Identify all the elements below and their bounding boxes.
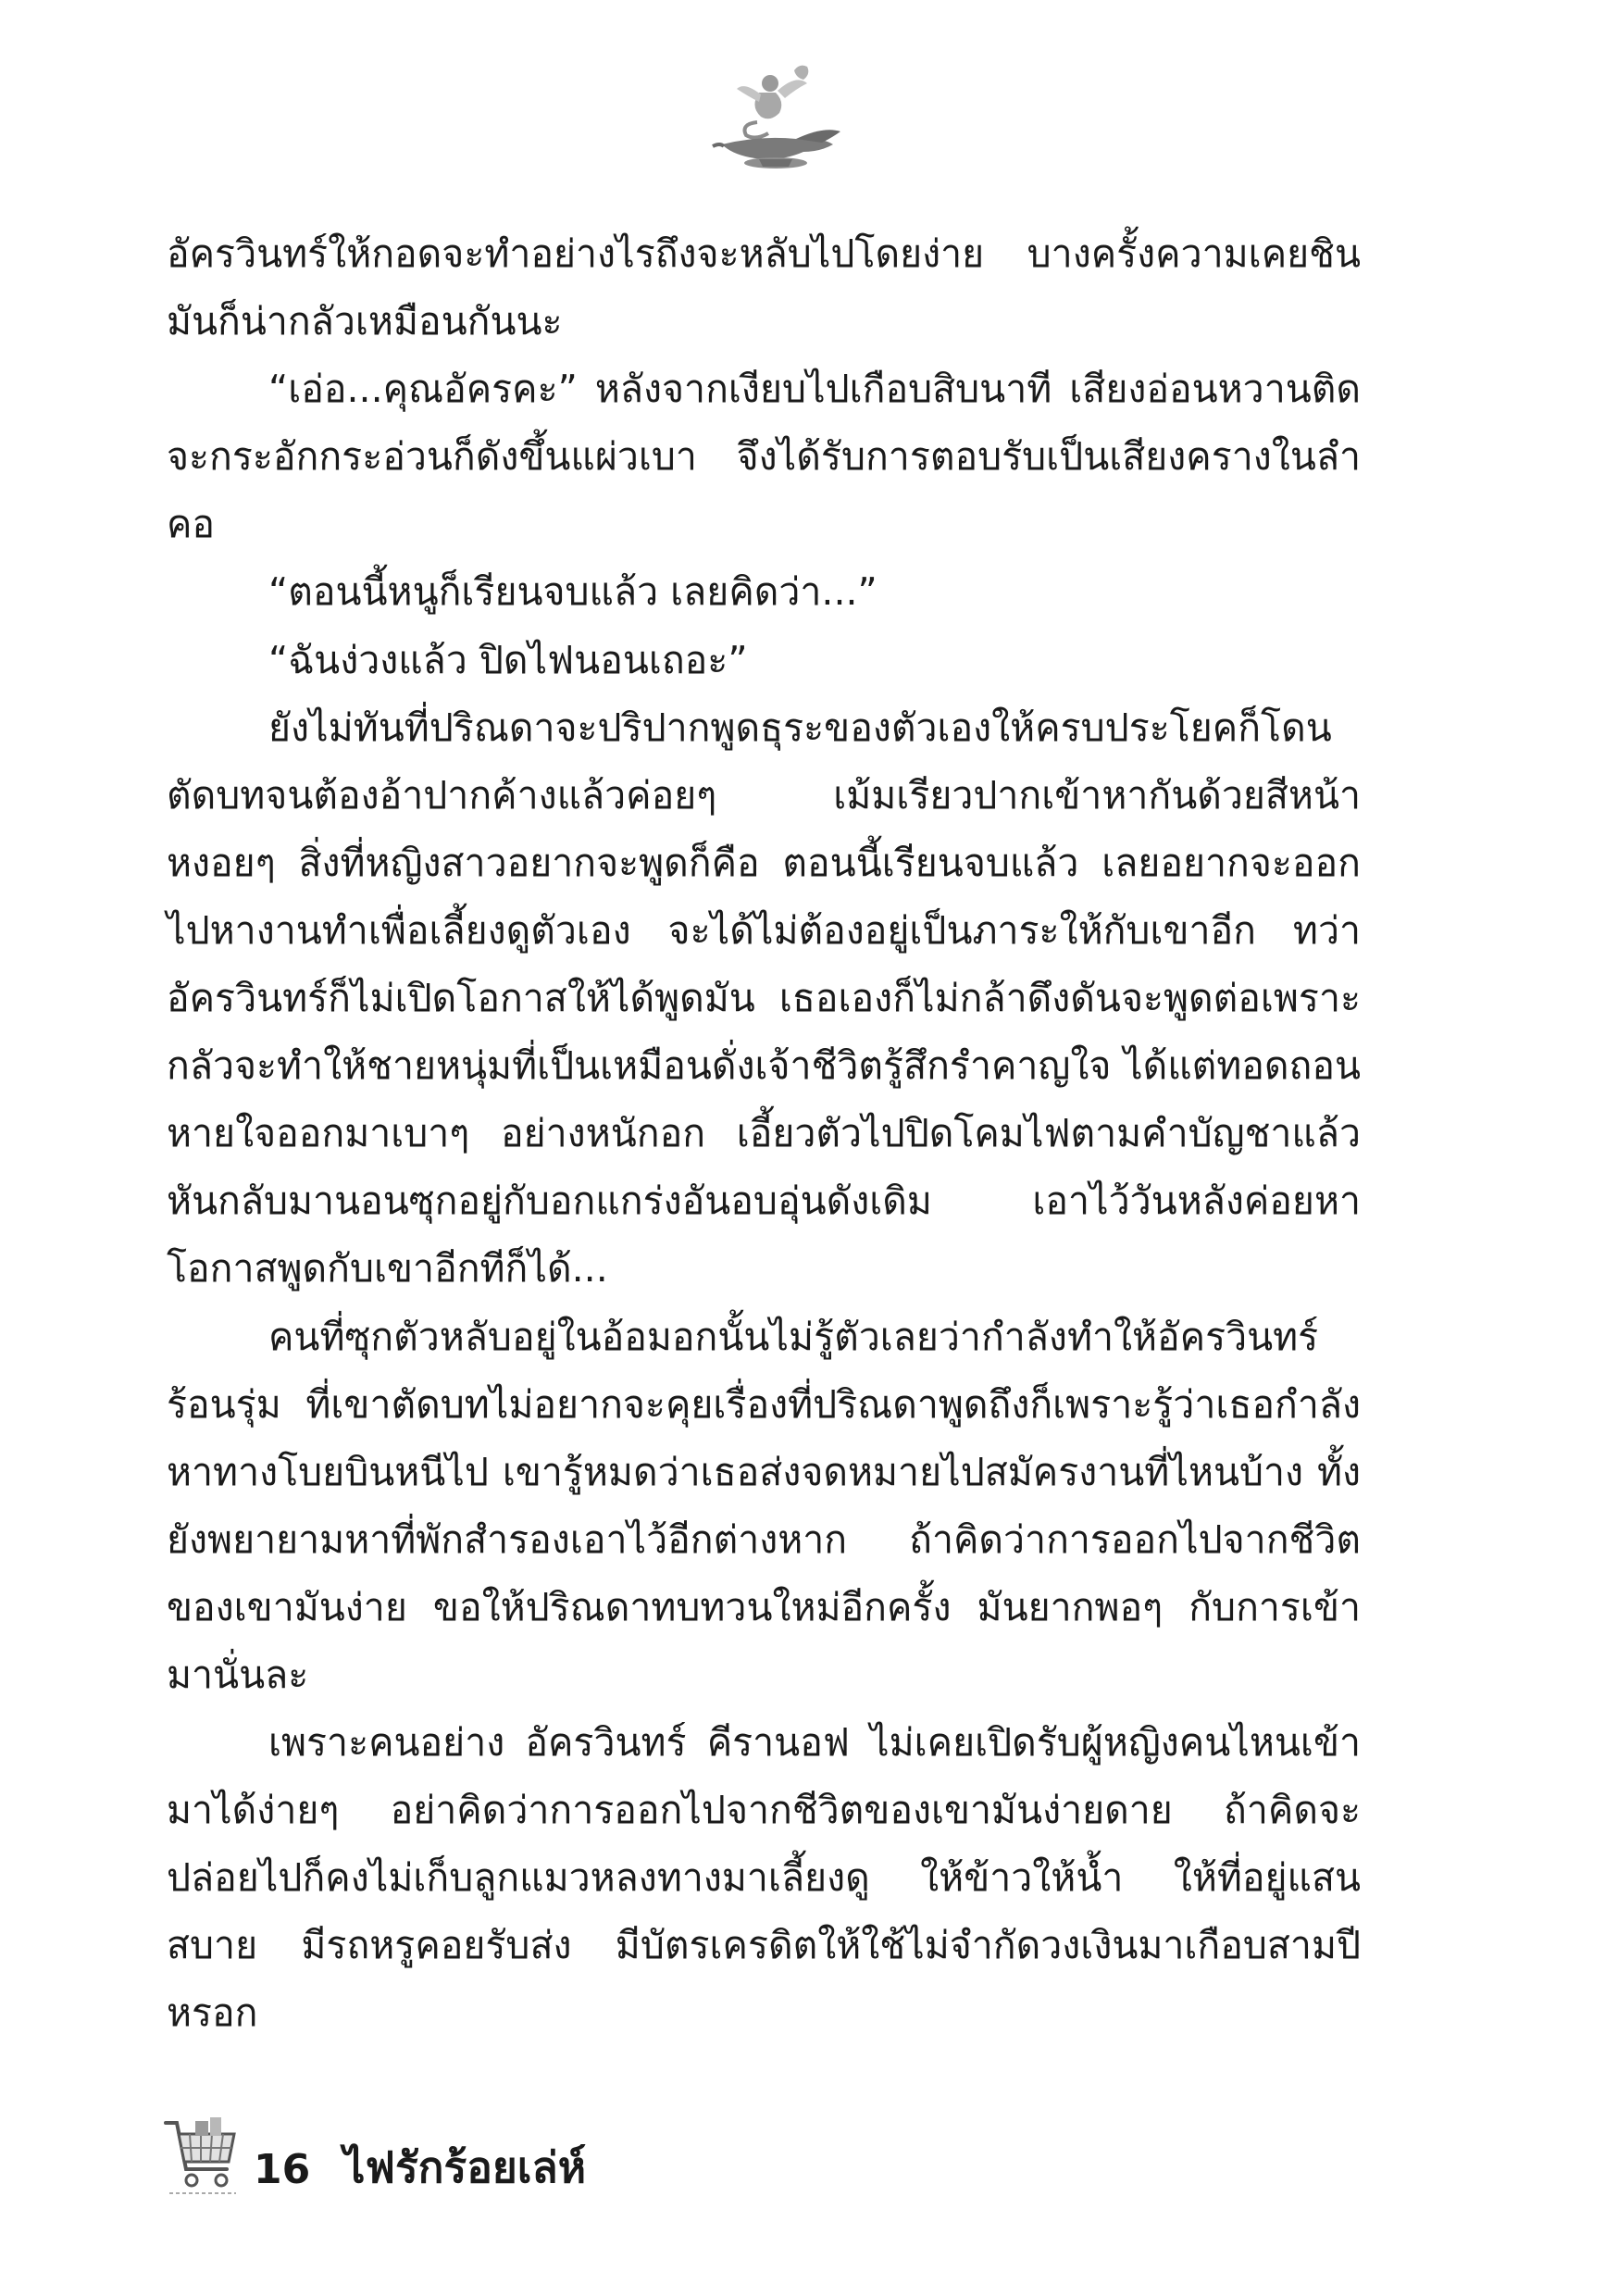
paragraph-5: ยังไม่ทันที่ปริณดาจะปริปากพูดธุระของตัวเองให้ครบประโยคก็โดนตัดบทจนต้องอ้าปากค้างแล้วค่อยๆ เม้มเรียวปากเข้าหากันด้วยสีหน้าหงอยๆ สิ่งที่หญิงสาวอยากจะพูดก็คือ ตอนนี้เรียนจบแล้ว เลยอยากจะออกไปหางานทำเพื่อเลี้ยงดูตัวเอง จะได้ไม่ต้องอยู่เป็นภาระให้กับเขาอีก ทว่าอัครวินทร์ก็ไม่เปิดโอกาสให้ได้พูดมัน เธอเองก็ไม่กล้าดึงดันจะพูดต่อเพราะกลัวจะทำให้ชายหนุ่มที่เป็นเหมือนดั่งเจ้าชีวิตรู้สึกรำคาญใจ ได้แต่ทอดถอนหายใจออกมาเบาๆ อย่างหนักอก เอี้ยวตัวไปปิดโคมไฟตามคำบัญชาแล้วหันกลับมานอนซุกอยู่กับอกแกร่งอันอบอุ่นดังเดิม เอาไว้วันหลังค่อยหาโอกาสพูดกับเขาอีกทีก็ได้...	[167, 705, 1361, 1292]
paragraph-3: “ตอนนี้หนูก็เรียนจบแล้ว เลยคิดว่า...”	[268, 569, 877, 615]
paragraph-1: อัครวินทร์ให้กอดจะทำอย่างไรถึงจะหลับไปโดยง่าย บางครั้งความเคยชินมันก็น่ากลัวเหมือนกันนะ	[167, 231, 1361, 344]
shopping-cart-icon	[162, 2114, 241, 2202]
body-text	[167, 220, 1361, 2048]
page-number: 16	[254, 2145, 311, 2193]
lamp-cupid-ornament-icon	[703, 56, 852, 176]
book-title: ไฟรักร้อยเล่ห์	[343, 2141, 587, 2192]
paragraph-2: “เอ่อ...คุณอัครคะ” หลังจากเงียบไปเกือบสิบนาที เสียงอ่อนหวานติดจะกระอักกระอ่วนก็ดังขึ้นแผ่วเบา จึงได้รับการตอบรับเป็นเสียงครางในลำคอ	[167, 367, 1361, 547]
paragraph-6: คนที่ซุกตัวหลับอยู่ในอ้อมอกนั้นไม่รู้ตัวเลยว่ากำลังทำให้อัครวินทร์ร้อนรุ่ม ที่เขาตัดบทไม่อยากจะคุยเรื่องที่ปริณดาพูดถึงก็เพราะรู้ว่าเธอกำลังหาทางโบยบินหนีไป เขารู้หมดว่าเธอส่งจดหมายไปสมัครงานที่ไหนบ้าง ทั้งยังพยายามหาที่พักสำรองเอาไว้อีกต่างหาก ถ้าคิดว่าการออกไปจากชีวิตของเขามันง่าย ขอให้ปริณดาทบทวนใหม่อีกครั้ง มันยากพอๆ กับการเข้ามานั่นละ	[167, 1314, 1361, 1697]
page-footer	[162, 2111, 586, 2203]
paragraph-4: “ฉันง่วงแล้ว ปิดไฟนอนเถอะ”	[268, 637, 748, 682]
paragraph-7: เพราะคนอย่าง อัครวินทร์ คีรานอฟ ไม่เคยเปิดรับผู้หญิงคนไหนเข้ามาได้ง่ายๆ อย่าคิดว่าการออกไปจากชีวิตของเขามันง่ายดาย ถ้าคิดจะปล่อยไปก็คงไม่เก็บลูกแมวหลงทางมาเลี้ยงดู ให้ข้าวให้น้ำ ให้ที่อยู่แสนสบาย มีรถหรูคอยรับส่ง มีบัตรเครดิตให้ใช้ไม่จำกัดวงเงินมาเกือบสามปีหรอก	[167, 1720, 1361, 2036]
